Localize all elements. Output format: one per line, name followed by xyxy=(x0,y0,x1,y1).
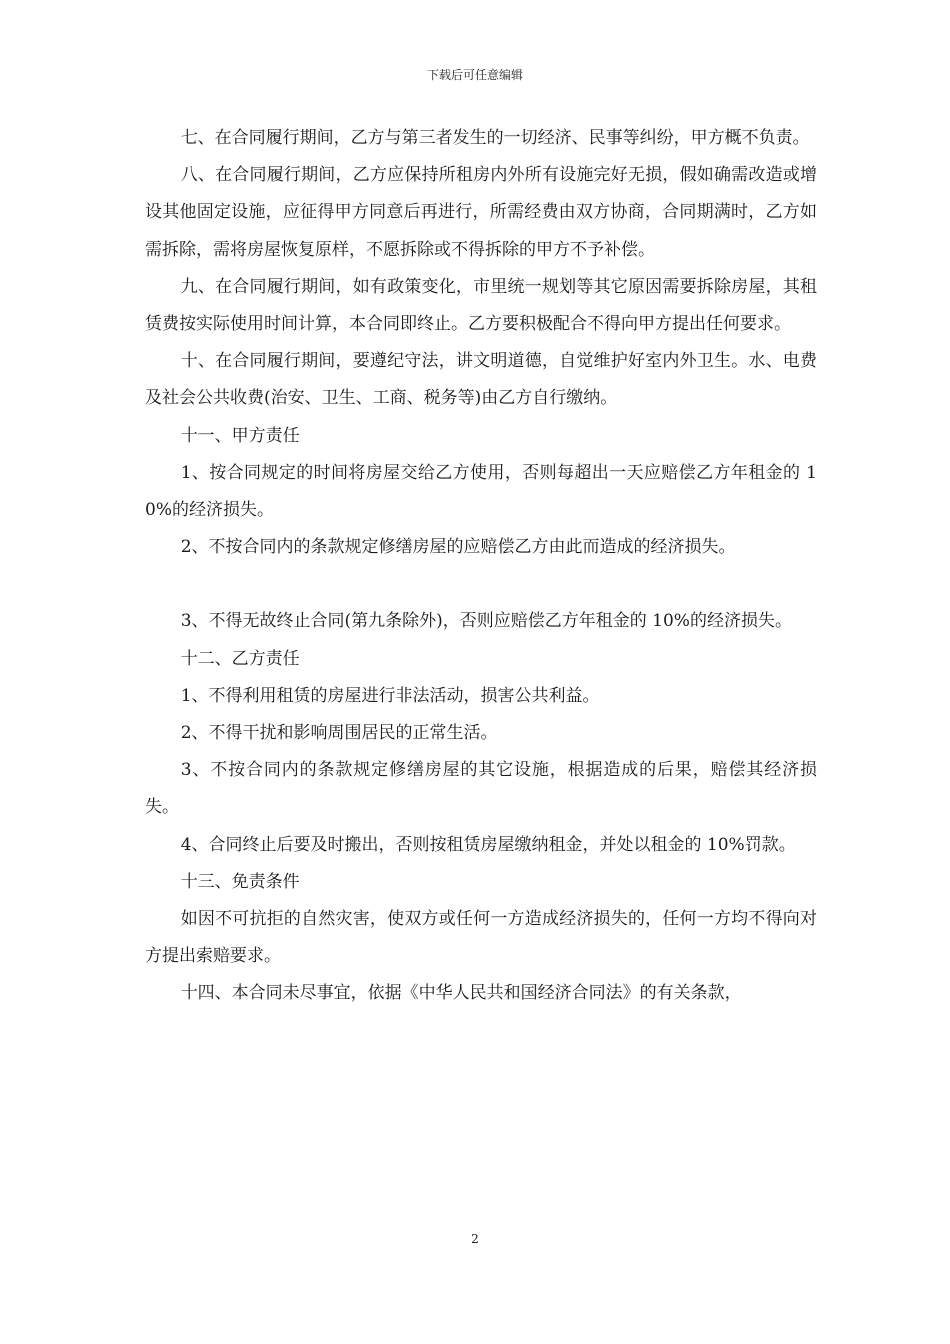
clause-11-heading: 十一、甲方责任 xyxy=(180,425,300,446)
clause-8: 八、在合同履行期间，乙方应保持所租房内外所有设施完好无损，假如确需改造或增设其他固定设施，应征得甲方同意后再进行，所需经费由双方协商，合同期满时，乙方如需拆除，需将房屋恢复原样，不愿拆除或不得拆除的甲方不予补偿。 xyxy=(145,165,817,260)
clause-12-item-2: 2、不得干扰和影响周围居民的正常生活。 xyxy=(180,723,498,744)
clause-12-item-4: 4、合同终止后要及时搬出，否则按租赁房屋缴纳租金，并处以租金的 10%罚款。 xyxy=(180,834,796,855)
page-header: 下载后可任意编辑 xyxy=(426,68,523,82)
clause-13-heading: 十三、免责条件 xyxy=(180,871,300,892)
clause-11-item-2: 2、不按合同内的条款规定修缮房屋的应赔偿乙方由此而造成的经济损失。 xyxy=(180,537,736,558)
page-number: 2 xyxy=(471,1232,479,1246)
clause-11-item-3: 3、不得无故终止合同(第九条除外)，否则应赔偿乙方年租金的 10%的经济损失。 xyxy=(180,611,792,632)
clause-12-item-3: 3、不按合同内的条款规定修缮房屋的其它设施，根据造成的后果，赔偿其经济损失。 xyxy=(145,760,817,818)
document-body xyxy=(145,120,817,1013)
clause-9: 九、在合同履行期间，如有政策变化，市里统一规划等其它原因需要拆除房屋，其租赁费按实际使用时间计算，本合同即终止。乙方要积极配合不得向甲方提出任何要求。 xyxy=(145,276,817,335)
clause-10: 十、在合同履行期间，要遵纪守法，讲文明道德，自觉维护好室内外卫生。水、电费及社会公共收费(治安、卫生、工商、税务等)由乙方自行缴纳。 xyxy=(145,351,817,409)
clause-12-item-1: 1、不得利用租赁的房屋进行非法活动，损害公共利益。 xyxy=(180,685,600,706)
clause-12-heading: 十二、乙方责任 xyxy=(180,648,300,669)
clause-7: 七、在合同履行期间，乙方与第三者发生的一切经济、民事等纠纷，甲方概不负责。 xyxy=(180,128,810,148)
clause-14: 十四、本合同未尽事宜，依据《中华人民共和国经济合同法》的有关条款， xyxy=(180,983,742,1004)
clause-13-body: 如因不可抗拒的自然灾害，使双方或任何一方造成经济损失的，任何一方均不得向对方提出索赔要求。 xyxy=(145,909,817,967)
clause-11-item-1: 1、按合同规定的时间将房屋交给乙方使用，否则每超出一天应赔偿乙方年租金的 10%的经济损失。 xyxy=(145,462,817,521)
